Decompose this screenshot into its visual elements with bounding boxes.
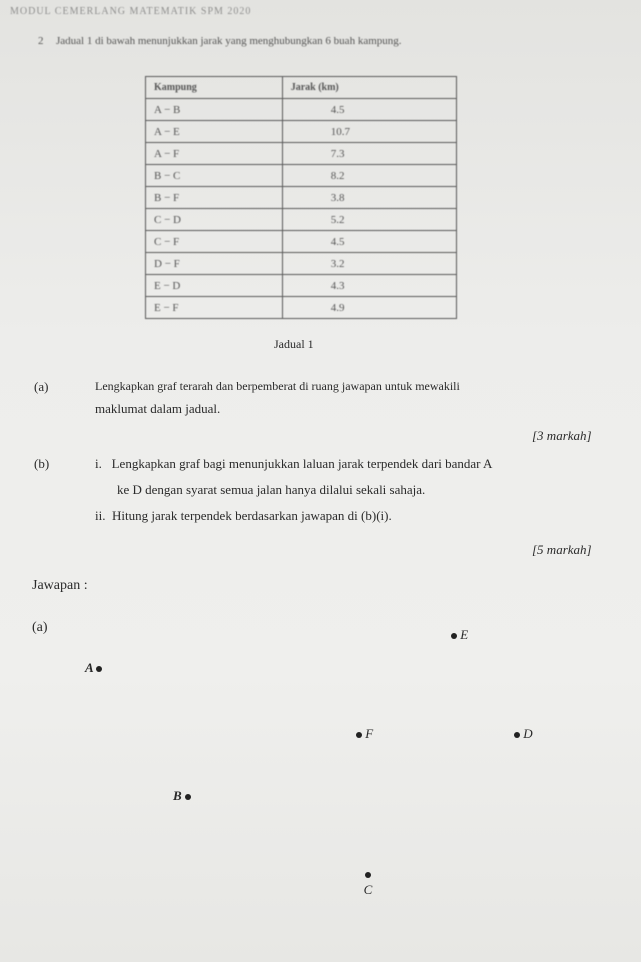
table-cell-route: C − F	[146, 231, 283, 253]
table-row	[146, 209, 457, 231]
table-cell-route: B − C	[146, 165, 283, 187]
table-row	[146, 99, 457, 121]
part-b-ii-line: ii. Hitung jarak terpendek berdasarkan jawapan di (b)(i).	[95, 508, 392, 523]
part-b-label: (b)	[34, 456, 50, 471]
distance-table	[145, 76, 457, 319]
vertex-dot	[514, 732, 520, 738]
table-cell-route: C − D	[146, 209, 283, 231]
table-cell-distance: 8.2	[282, 165, 456, 187]
table-cell-distance: 4.9	[282, 297, 456, 319]
table-cell-distance: 3.2	[282, 253, 456, 275]
table-row	[146, 275, 457, 297]
table-cell-distance: 5.2	[282, 209, 456, 231]
part-a-text-line2: maklumat dalam jadual.	[95, 401, 221, 416]
vertex-a	[85, 660, 102, 676]
table-cell-route: A − F	[146, 143, 283, 165]
answer-heading: Jawapan :	[32, 578, 88, 593]
vertex-dot	[185, 794, 191, 800]
vertex-d	[514, 726, 533, 742]
table-row	[146, 231, 457, 253]
vertex-d-label: D	[523, 726, 533, 741]
vertex-e	[451, 627, 468, 643]
part-a-text-line1: Lengkapkan graf terarah dan berpemberat di ruang jawapan untuk mewakili	[95, 379, 460, 393]
table-cell-distance: 4.5	[282, 231, 456, 253]
vertex-e-label: E	[460, 627, 469, 642]
table-cell-route: A − E	[146, 121, 283, 143]
table-cell-route: E − D	[146, 275, 283, 297]
vertex-c	[362, 866, 374, 898]
vertex-c-label: C	[363, 882, 373, 897]
page-header: MODUL CEMERLANG MATEMATIK SPM 2020	[10, 6, 252, 17]
part-b-i-line1: i. Lengkapkan graf bagi menunjukkan laluan jarak terpendek dari bandar A	[95, 456, 493, 471]
table-caption: Jadual 1	[274, 337, 314, 351]
part-a-label: (a)	[34, 379, 49, 394]
table-row	[146, 297, 457, 319]
table-cell-distance: 7.3	[282, 143, 456, 165]
table-row	[146, 121, 457, 143]
part-b-marks: [5 markah]	[532, 542, 592, 557]
table-row	[146, 187, 457, 209]
vertex-a-label: A	[85, 660, 93, 675]
table-cell-distance: 3.8	[282, 187, 456, 209]
column-header-jarak: Jarak (km)	[282, 77, 456, 99]
vertex-f	[356, 726, 373, 742]
column-header-kampung: Kampung	[146, 77, 283, 99]
table-row	[146, 143, 457, 165]
table-cell-route: B − F	[146, 187, 283, 209]
vertex-b	[173, 788, 191, 804]
table-header-row	[146, 77, 457, 99]
table-cell-route: D − F	[146, 253, 283, 275]
table-row	[146, 165, 457, 187]
part-a-marks: [3 markah]	[532, 428, 592, 443]
vertex-dot	[365, 872, 371, 878]
vertex-f-label: F	[365, 726, 374, 741]
table-cell-distance: 4.5	[282, 99, 456, 121]
answer-part-a-label: (a)	[32, 620, 48, 635]
part-b-i-line2: ke D dengan syarat semua jalan hanya dilalui sekali sahaja.	[117, 482, 426, 497]
table-cell-distance: 4.3	[282, 275, 456, 297]
vertex-dot	[356, 732, 362, 738]
vertex-dot	[96, 666, 102, 672]
table-cell-route: E − F	[146, 297, 283, 319]
table-row	[146, 253, 457, 275]
vertex-b-label: B	[173, 788, 182, 803]
question-number: 2	[38, 35, 44, 47]
table-cell-distance: 10.7	[282, 121, 456, 143]
table-cell-route: A − B	[146, 99, 283, 121]
question-intro: Jadual 1 di bawah menunjukkan jarak yang menghubungkan 6 buah kampung.	[56, 35, 402, 47]
vertex-dot	[451, 633, 457, 639]
